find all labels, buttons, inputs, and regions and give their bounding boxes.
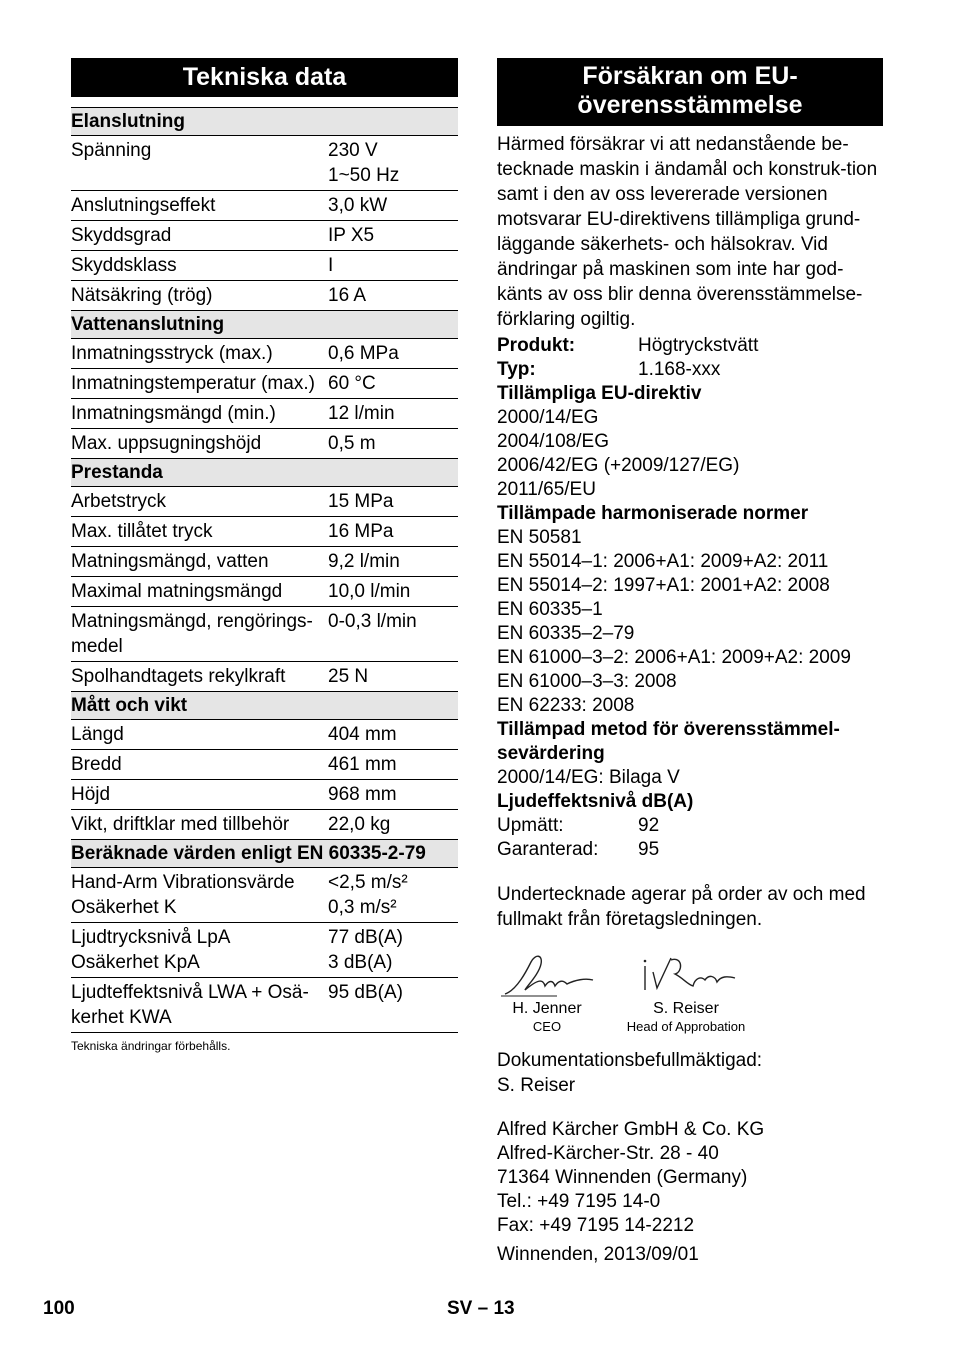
spec-value <box>322 780 458 810</box>
directive-item: 2000/14/EG <box>497 407 599 428</box>
spec-row <box>71 221 458 251</box>
spec-row <box>71 978 458 1033</box>
spec-value <box>322 547 458 577</box>
spec-value <box>322 136 458 191</box>
method-header-line1: Tillämpad metod för överensstämmel- <box>497 719 840 740</box>
spec-label: Skyddsklass <box>71 255 177 276</box>
spec-value-line: 404 mm <box>328 724 397 745</box>
spec-row <box>71 720 458 750</box>
spec-row <box>71 369 458 399</box>
spec-value <box>322 251 458 281</box>
norm-item: EN 60335–1 <box>497 599 603 620</box>
declaration-title-line2: överensstämmelse <box>577 91 803 119</box>
spec-label: Hand-Arm Vibrationsvärde Osäkerhet K <box>71 872 295 918</box>
spec-label: Bredd <box>71 754 122 775</box>
spec-label: Matningsmängd, rengörings-medel <box>71 611 313 657</box>
declaration-title <box>497 58 883 126</box>
measured-row <box>497 814 883 838</box>
spec-value <box>322 750 458 780</box>
signers-text: Undertecknade agerar på order av och med fullmakt från företagsledningen. <box>497 884 866 930</box>
spec-row <box>71 399 458 429</box>
measured-label: Upmätt: <box>497 815 564 836</box>
spec-row <box>71 810 458 840</box>
spec-section-title: Mått och vikt <box>71 695 188 716</box>
signature-jenner <box>497 950 597 1036</box>
intro-text: Härmed försäkrar vi att nedanstående be-tecknade maskin i ändamål och konstruk-tion samt i den av oss levererade versionen motsvarar EU-direktivens tillämpliga grund-läggande säkerhets- och hälsokrav. Vid ändringar på maskinen som inte har god-känts av oss blir denna överensstämmelse-förklaring ogiltig. <box>497 134 878 330</box>
spec-value <box>322 607 458 662</box>
spec-label: Skyddsgrad <box>71 225 172 246</box>
spec-value-line: 77 dB(A) <box>328 927 403 948</box>
spec-row <box>71 251 458 281</box>
spec-value <box>322 720 458 750</box>
spec-value <box>322 281 458 311</box>
spec-value-line: 230 V <box>328 140 378 161</box>
spec-value-line: 12 l/min <box>328 403 395 424</box>
address-block <box>497 1118 883 1238</box>
spec-row <box>71 607 458 662</box>
spec-row <box>71 547 458 577</box>
signer2-name: S. Reiser <box>653 1000 719 1017</box>
doc-label: Dokumentationsbefullmäktigad: <box>497 1050 763 1071</box>
spec-value <box>322 868 458 923</box>
type-row <box>497 358 883 382</box>
spec-value <box>322 662 458 692</box>
spec-row <box>71 577 458 607</box>
signatures <box>497 950 883 1040</box>
address-line: Alfred-Kärcher-Str. 28 - 40 <box>497 1143 719 1164</box>
spec-value-line: IP X5 <box>328 225 375 246</box>
measured-value: 92 <box>638 815 660 836</box>
spec-value-line: 1~50 Hz <box>328 165 400 186</box>
spec-label: Ljudteffektsnivå LWA + Osä-kerhet KWA <box>71 982 309 1028</box>
spec-label: Vikt, driftklar med tillbehör <box>71 814 290 835</box>
spec-label: Längd <box>71 724 124 745</box>
spec-value <box>322 517 458 547</box>
spec-row <box>71 281 458 311</box>
spec-value-line: 968 mm <box>328 784 397 805</box>
spec-label: Nätsäkring (trög) <box>71 285 213 306</box>
norm-item: EN 55014–1: 2006+A1: 2009+A2: 2011 <box>497 551 829 572</box>
spec-value-line: 0-0,3 l/min <box>328 611 417 632</box>
spec-value-line: 16 MPa <box>328 521 394 542</box>
guaranteed-row <box>497 838 883 862</box>
spec-value-line: I <box>328 255 334 276</box>
spec-value-line: 0,6 MPa <box>328 343 399 364</box>
page-number: 100 <box>43 1298 75 1319</box>
norm-item: EN 61000–3–2: 2006+A1: 2009+A2: 2009 <box>497 647 851 668</box>
guaranteed-value: 95 <box>638 839 660 860</box>
spec-label: Anslutningseffekt <box>71 195 216 216</box>
signature-jenner-icon <box>497 950 597 1000</box>
spec-section-header <box>71 108 458 136</box>
spec-value-line: 0,3 m/s² <box>328 897 397 918</box>
signer1-name: H. Jenner <box>512 1000 582 1017</box>
spec-row <box>71 662 458 692</box>
spec-row <box>71 750 458 780</box>
spec-label: Max. tillåtet tryck <box>71 521 213 542</box>
directive-item: 2004/108/EG <box>497 431 609 452</box>
spec-label: Matningsmängd, vatten <box>71 551 269 572</box>
spec-label: Spolhandtagets rekylkraft <box>71 666 286 687</box>
spec-row <box>71 780 458 810</box>
footnote: Tekniska ändringar förbehålls. <box>71 1039 231 1053</box>
spec-row <box>71 136 458 191</box>
spec-value-line: 16 A <box>328 285 367 306</box>
spec-row <box>71 429 458 459</box>
declaration-column <box>497 58 883 1267</box>
spec-value-line: 60 °C <box>328 373 376 394</box>
spec-section-header <box>71 311 458 339</box>
section-number: SV – 13 <box>447 1298 515 1319</box>
norms-header: Tillämpade harmoniserade normer <box>497 503 809 524</box>
spec-value-line: <2,5 m/s² <box>328 872 408 893</box>
spec-row <box>71 339 458 369</box>
product-label: Produkt: <box>497 335 576 356</box>
spec-row <box>71 923 458 978</box>
sound-header: Ljudeffektsnivå dB(A) <box>497 791 694 812</box>
spec-value <box>322 978 458 1033</box>
directive-item: 2006/42/EG (+2009/127/EG) <box>497 455 740 476</box>
norm-item: EN 62233: 2008 <box>497 695 635 716</box>
address-line: Tel.: +49 7195 14-0 <box>497 1191 661 1212</box>
spec-value <box>322 923 458 978</box>
type-value: 1.168-xxx <box>638 359 721 380</box>
address-line: 71364 Winnenden (Germany) <box>497 1167 748 1188</box>
norm-item: EN 55014–2: 1997+A1: 2001+A2: 2008 <box>497 575 830 596</box>
product-row <box>497 334 883 358</box>
guaranteed-label: Garanterad: <box>497 839 599 860</box>
norm-item: EN 50581 <box>497 527 582 548</box>
spec-value-line: 15 MPa <box>328 491 394 512</box>
spec-value-line: 3,0 kW <box>328 195 388 216</box>
norm-item: EN 61000–3–3: 2008 <box>497 671 677 692</box>
place-date: Winnenden, 2013/09/01 <box>497 1244 699 1265</box>
norms-list <box>497 526 883 718</box>
spec-label: Ljudtrycksnivå LpA Osäkerhet KpA <box>71 927 231 973</box>
spec-section-header <box>71 840 458 868</box>
spec-section-title: Elanslutning <box>71 111 185 132</box>
spec-label: Inmatningstemperatur (max.) <box>71 373 315 394</box>
address-line: Alfred Kärcher GmbH & Co. KG <box>497 1119 765 1140</box>
spec-section-title: Vattenanslutning <box>71 314 225 335</box>
spec-label: Spänning <box>71 140 152 161</box>
spec-value-line: 3 dB(A) <box>328 952 393 973</box>
spec-label: Max. uppsugningshöjd <box>71 433 262 454</box>
spec-value <box>322 429 458 459</box>
spec-value-line: 25 N <box>328 666 369 687</box>
doc-name: S. Reiser <box>497 1075 576 1096</box>
spec-value-line: 461 mm <box>328 754 397 775</box>
spec-value-line: 0,5 m <box>328 433 376 454</box>
spec-value <box>322 369 458 399</box>
spec-value-line: 9,2 l/min <box>328 551 400 572</box>
spec-row <box>71 191 458 221</box>
technical-data-column <box>71 58 458 1053</box>
spec-value <box>322 191 458 221</box>
spec-value-line: 95 dB(A) <box>328 982 403 1003</box>
spec-row <box>71 487 458 517</box>
norm-item: EN 60335–2–79 <box>497 623 635 644</box>
spec-section-title: Beräknade värden enligt EN 60335-2-79 <box>71 843 426 864</box>
spec-label: Inmatningsstryck (max.) <box>71 343 273 364</box>
spec-value <box>322 399 458 429</box>
technical-data-title: Tekniska data <box>71 58 458 97</box>
declaration-title-line1: Försäkran om EU- <box>582 62 798 90</box>
signature-reiser-icon <box>631 950 741 1000</box>
spec-section-title: Prestanda <box>71 462 163 483</box>
directive-item: 2011/65/EU <box>497 479 596 500</box>
spec-row <box>71 868 458 923</box>
spec-value-line: 22,0 kg <box>328 814 391 835</box>
spec-value <box>322 487 458 517</box>
spec-table <box>71 107 458 1033</box>
spec-value-line: 10,0 l/min <box>328 581 411 602</box>
spec-value <box>322 221 458 251</box>
signature-reiser <box>621 950 751 1036</box>
signer1-role: CEO <box>532 1019 562 1034</box>
address-line: Fax: +49 7195 14-2212 <box>497 1215 695 1236</box>
directives-header: Tillämpliga EU-direktiv <box>497 383 702 404</box>
method-header-line2: sevärdering <box>497 743 605 764</box>
spec-value <box>322 577 458 607</box>
spec-label: Inmatningsmängd (min.) <box>71 403 276 424</box>
type-label: Typ: <box>497 359 536 380</box>
signer2-role: Head of Approbation <box>626 1019 746 1034</box>
spec-label: Höjd <box>71 784 111 805</box>
directives-list <box>497 406 883 502</box>
spec-row <box>71 517 458 547</box>
spec-section-header <box>71 692 458 720</box>
spec-value <box>322 810 458 840</box>
method-value: 2000/14/EG: Bilaga V <box>497 767 680 788</box>
product-value: Högtryckstvätt <box>638 335 759 356</box>
spec-section-header <box>71 459 458 487</box>
spec-label: Arbetstryck <box>71 491 167 512</box>
spec-label: Maximal matningsmängd <box>71 581 283 602</box>
spec-value <box>322 339 458 369</box>
